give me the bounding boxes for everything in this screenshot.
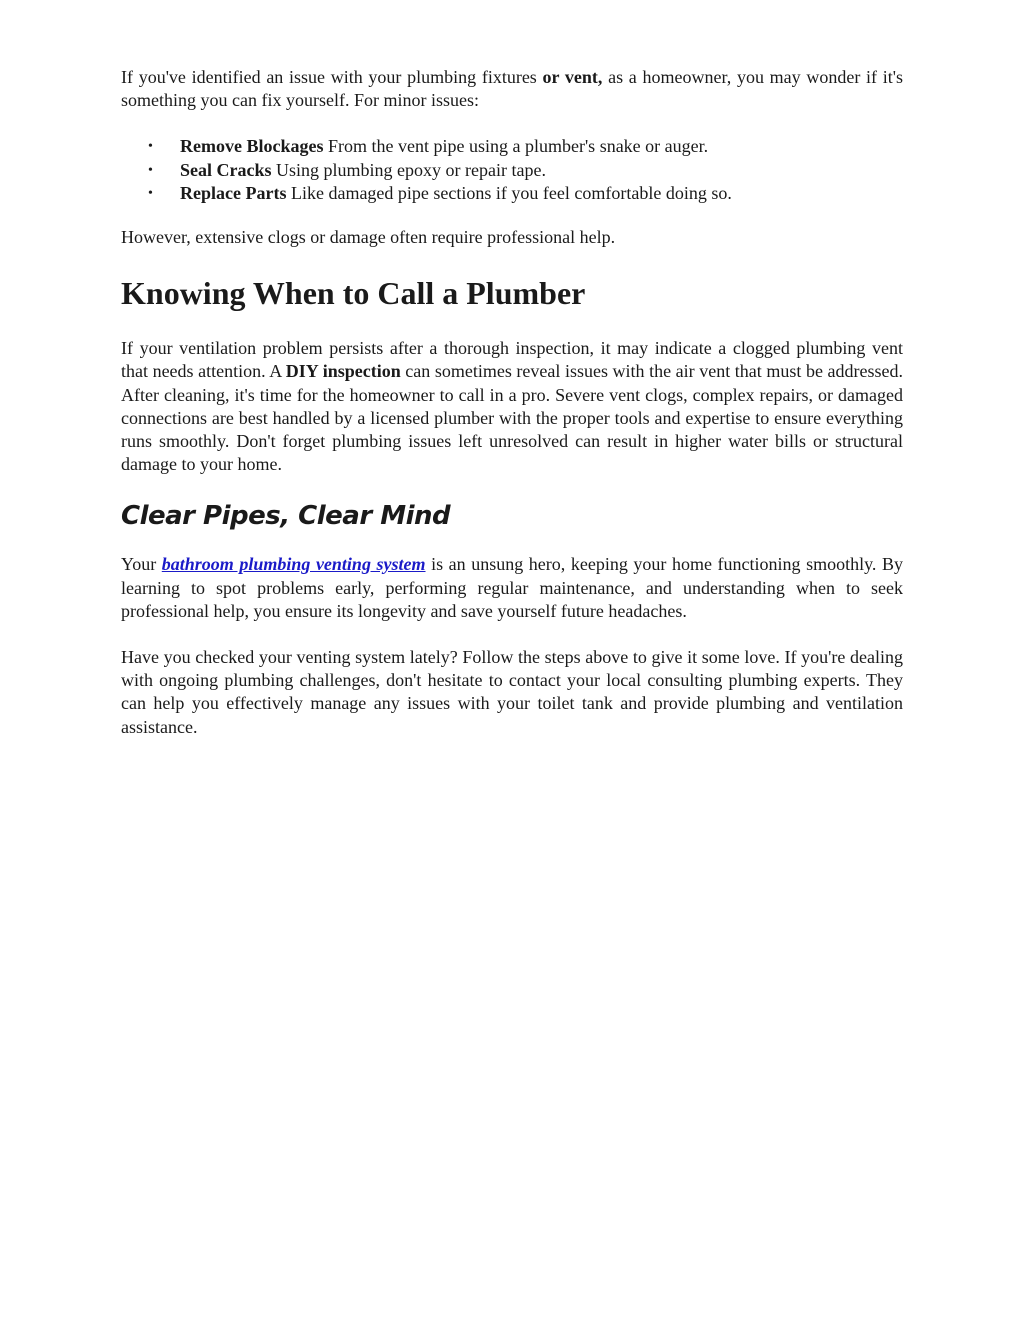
fix-text: Like damaged pipe sections if you feel comfortable doing so. [286, 182, 732, 203]
bullet-icon: • [148, 185, 153, 201]
intro-paragraph [121, 66, 903, 112]
fix-text: Using plumbing epoxy or repair tape. [271, 159, 546, 180]
intro-text: If you've identified an issue with your plumbing fixtures [121, 67, 543, 87]
section-heading-clear-pipes: Clear Pipes, Clear Mind [121, 501, 451, 532]
venting-system-paragraph [121, 553, 903, 623]
document-page [121, 66, 903, 739]
fix-title: Seal Cracks [180, 159, 272, 180]
list-item [148, 135, 903, 158]
call-plumber-text-end: can sometimes reveal issues with the air vent that must be addressed. After cleaning, it's time for the homeowner to call in a pro. Severe vent clogs, complex repairs, or damaged connections are best handled by a licensed plumber with the proper tools and expertise to ensure everything runs smoothly. Don't forget plumbing issues left unresolved can result in higher water bills or structural damage to your home. [121, 361, 903, 475]
section-heading-call-plumber: Knowing When to Call a Plumber [121, 275, 586, 312]
venting-system-link[interactable]: bathroom plumbing venting system [161, 554, 426, 575]
call-plumber-text: If your ventilation problem persists after a thorough inspection, it may indicate a clogged plumbing vent that needs attention. A [121, 338, 903, 382]
venting-text: Your [121, 554, 162, 575]
fix-text: From the vent pipe using a plumber's snake or auger. [323, 136, 709, 157]
fix-title: Remove Blockages [180, 136, 324, 157]
intro-bold-text: or vent, [542, 67, 603, 87]
however-paragraph: However, extensive clogs or damage often require professional help. [121, 227, 616, 248]
intro-text-end: as a homeowner, you may wonder if it's something you can fix yourself. For minor issues: [121, 67, 904, 111]
bullet-icon: • [148, 162, 153, 178]
diy-inspection-bold: DIY inspection [285, 361, 401, 382]
bullet-icon: • [148, 139, 153, 155]
fixes-list [121, 135, 903, 205]
fix-title: Replace Parts [180, 182, 287, 203]
call-plumber-paragraph [121, 337, 903, 476]
list-item [148, 159, 903, 182]
closing-paragraph: Have you checked your venting system lately? Follow the steps above to give it some love. If you're dealing with ongoing plumbing challenges, don't hesitate to contact your local consulting plumbing experts. They can help you effectively manage any issues with your toilet tank and provide plumbing and ventilation assistance. [121, 647, 903, 737]
venting-text-end: is an unsung hero, keeping your home functioning smoothly. By learning to spot problems early, performing regular maintenance, and understanding when to seek professional help, you ensure its longevity and save yourself future headaches. [121, 554, 903, 621]
list-item [148, 182, 903, 205]
